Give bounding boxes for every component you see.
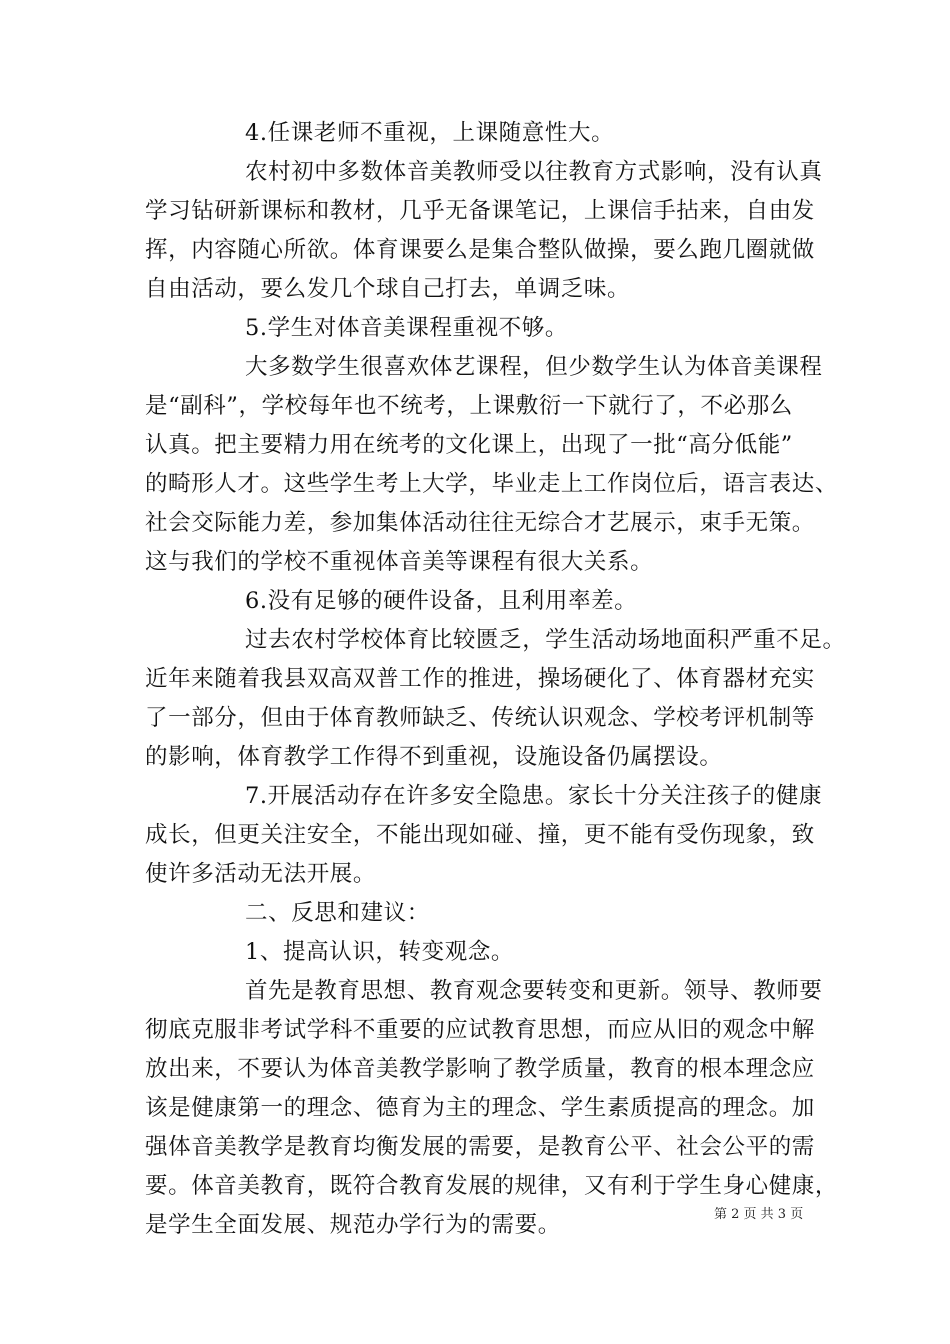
heading-item-6: 6.没有足够的硬件设备，且利用率差。 [245,588,638,614]
paragraph-line: 要。体音美教育，既符合教育发展的规律，又有利于学生身心健康， [145,1173,839,1199]
paragraph-line: 的畸形人才。这些学生考上大学，毕业走上工作岗位后，语言表达、 [145,471,839,497]
paragraph-line: 该是健康第一的理念、德育为主的理念、学生素质提高的理念。加 [145,1095,815,1121]
paragraph-line: 社会交际能力差，参加集体活动往往无综合才艺展示，束手无策。 [145,510,815,536]
paragraph-line: 大多数学生很喜欢体艺课程，但少数学生认为体音美课程 [245,354,823,380]
paragraph-line: 挥，内容随心所欲。体育课要么是集合整队做操，要么跑几圈就做 [145,237,815,263]
paragraph-line: 是“副科”，学校每年也不统考，上课敷衍一下就行了，不必那么 [145,393,793,419]
paragraph-line: 首先是教育思想、教育观念要转变和更新。领导、教师要 [245,978,823,1004]
paragraph-line: 彻底克服非考试学科不重要的应试教育思想，而应从旧的观念中解 [145,1017,815,1043]
paragraph-line: 成长，但更关注安全，不能出现如碰、撞，更不能有受伤现象，致 [145,822,815,848]
paragraph-line: 过去农村学校体育比较匮乏，学生活动场地面积严重不足。 [245,627,846,653]
section-heading: 二、反思和建议： [245,900,430,926]
paragraph-line: 农村初中多数体音美教师受以往教育方式影响，没有认真 [245,159,823,185]
heading-item-5: 5.学生对体音美课程重视不够。 [245,315,568,341]
subheading-item-1: 1、提高认识，转变观念。 [245,939,515,965]
paragraph-line: 自由活动，要么发几个球自己打去，单调乏味。 [145,276,631,302]
paragraph-line: 学习钻研新课标和教材，几乎无备课笔记，上课信手拈来，自由发 [145,198,815,224]
page-number-footer: 第 2 页 共 3 页 [714,1207,804,1222]
heading-item-7: 7.开展活动存在许多安全隐患。家长十分关注孩子的健康 [245,783,823,809]
paragraph-line: 使许多活动无法开展。 [145,861,377,887]
paragraph-line: 了一部分，但由于体育教师缺乏、传统认识观念、学校考评机制等 [145,705,815,731]
paragraph-line: 放出来，不要认为体音美教学影响了教学质量，教育的根本理念应 [145,1056,815,1082]
paragraph-line: 的影响，体育教学工作得不到重视，设施设备仍属摆设。 [145,744,723,770]
paragraph-line: 认真。把主要精力用在统考的文化课上，出现了一批“高分低能” [145,432,793,458]
paragraph-line: 是学生全面发展、规范办学行为的需要。 [145,1212,561,1238]
paragraph-line: 这与我们的学校不重视体音美等课程有很大关系。 [145,549,654,575]
paragraph-line: 近年来随着我县双高双普工作的推进，操场硬化了、体育器材充实 [145,666,815,692]
paragraph-line: 强体音美教学是教育均衡发展的需要，是教育公平、社会公平的需 [145,1134,815,1160]
heading-item-4: 4.任课老师不重视，上课随意性大。 [245,120,615,146]
